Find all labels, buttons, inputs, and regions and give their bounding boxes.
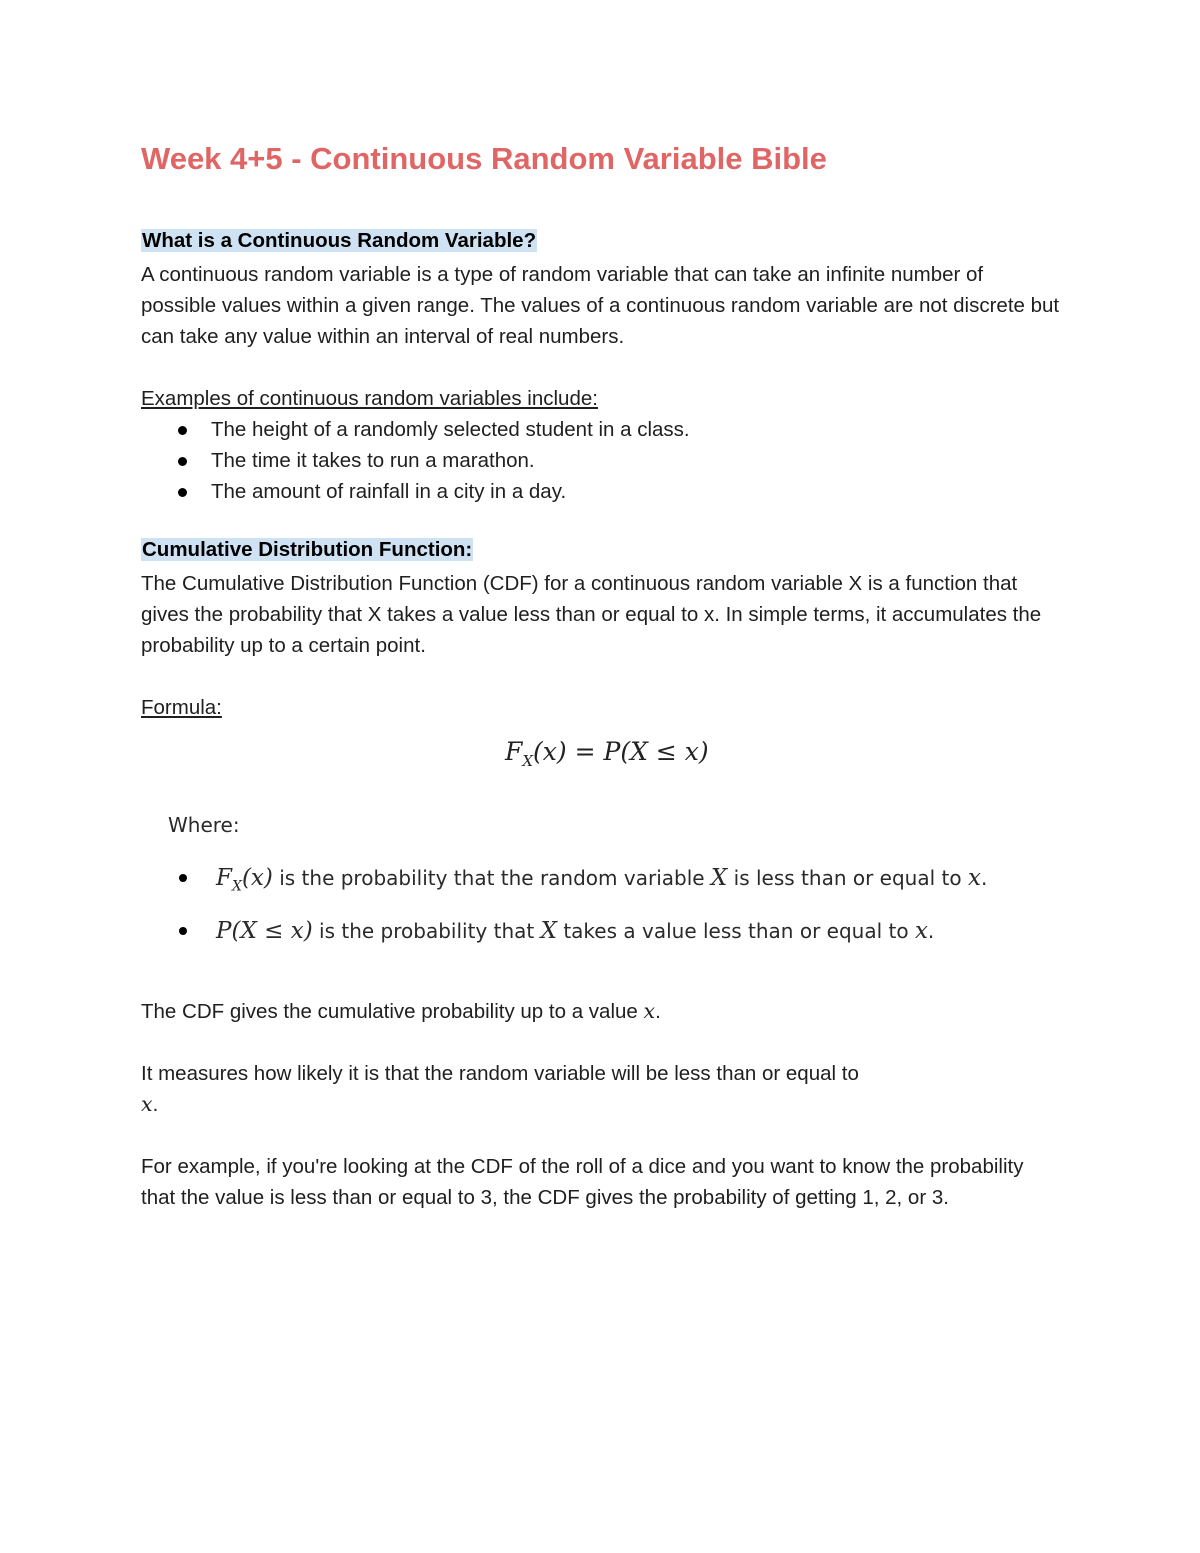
list-item-text: takes a value less than or equal to (556, 919, 915, 943)
cdf-formula (505, 737, 709, 770)
bullet-icon (179, 927, 187, 935)
list-item-text: is less than or equal to (727, 866, 968, 890)
math-var: x (967, 865, 981, 891)
math-var: x (914, 918, 928, 944)
list-item (141, 476, 690, 507)
section-heading-crv (141, 229, 537, 253)
formula-lhs-arg: (x) (533, 737, 567, 766)
list-item-text: The amount of rainfall in a city in a day. (211, 480, 567, 503)
math-term: P(X ≤ x) (216, 918, 313, 944)
measure-text: It measures how likely it is that the random variable will be less than or equal to (141, 1062, 859, 1085)
dice-example-paragraph: For example, if you're looking at the CDF of the roll of a dice and you want to know the probability that the value is less than or equal to 3, the CDF gives the probability of getting 1, 2, or 3. (141, 1155, 1024, 1209)
formula-rhs: = P(X ≤ x) (574, 737, 709, 766)
list-item (141, 445, 690, 476)
measure-paragraph (141, 1058, 1061, 1120)
examples-list (141, 414, 690, 507)
heading-text: What is a Continuous Random Variable? (142, 229, 537, 252)
formula-label-text: Formula: (141, 696, 222, 719)
formula-lhs-sub: X (522, 752, 534, 770)
list-item (141, 414, 690, 445)
list-item-end: . (927, 919, 935, 943)
formula-lhs: F (505, 737, 523, 766)
list-item-text: is the probability that (312, 919, 541, 943)
cdf-note-paragraph (141, 996, 1061, 1027)
bullet-icon (178, 426, 187, 435)
list-item-text: The time it takes to run a marathon. (211, 449, 535, 472)
cdf-note-end: . (655, 1000, 661, 1023)
math-var: x (643, 999, 656, 1023)
list-item-text: is the probability that the random variable (272, 866, 711, 890)
cdf-definition-paragraph: The Cumulative Distribution Function (CDF) for a continuous random variable X is a function that gives the probability that X takes a value less than or equal to x. In simple terms, it accumulates the probability up to a certain point. (141, 572, 1042, 657)
where-list (168, 864, 987, 970)
document-title: Week 4+5 - Continuous Random Variable Bible (141, 141, 827, 176)
section-heading-cdf (141, 538, 473, 562)
list-item (168, 864, 987, 917)
bullet-icon (178, 488, 187, 497)
examples-label (141, 383, 1061, 414)
examples-label-text: Examples of continuous random variables include: (141, 387, 598, 410)
list-item (168, 917, 987, 970)
math-var: x (141, 1092, 153, 1116)
list-item-end: . (980, 866, 988, 890)
cdf-note-text: The CDF gives the cumulative probability up to a value (141, 1000, 644, 1023)
math-var: X (710, 865, 728, 891)
math-var: X (540, 918, 557, 944)
formula-label (141, 692, 1061, 723)
bullet-icon (179, 874, 187, 882)
crv-definition-paragraph: A continuous random variable is a type of random variable that can take an infinite number of possible values within a given range. The values of a continuous random variable are not discrete but can take any value within an interval of real numbers. (141, 263, 1060, 348)
heading-text: Cumulative Distribution Function: (142, 538, 473, 561)
measure-end: . (152, 1093, 159, 1116)
list-item-text: The height of a randomly selected student in a class. (211, 418, 690, 441)
math-term: $F_X(x)$ (216, 865, 273, 895)
where-label: Where: (168, 813, 240, 837)
bullet-icon (178, 457, 187, 466)
